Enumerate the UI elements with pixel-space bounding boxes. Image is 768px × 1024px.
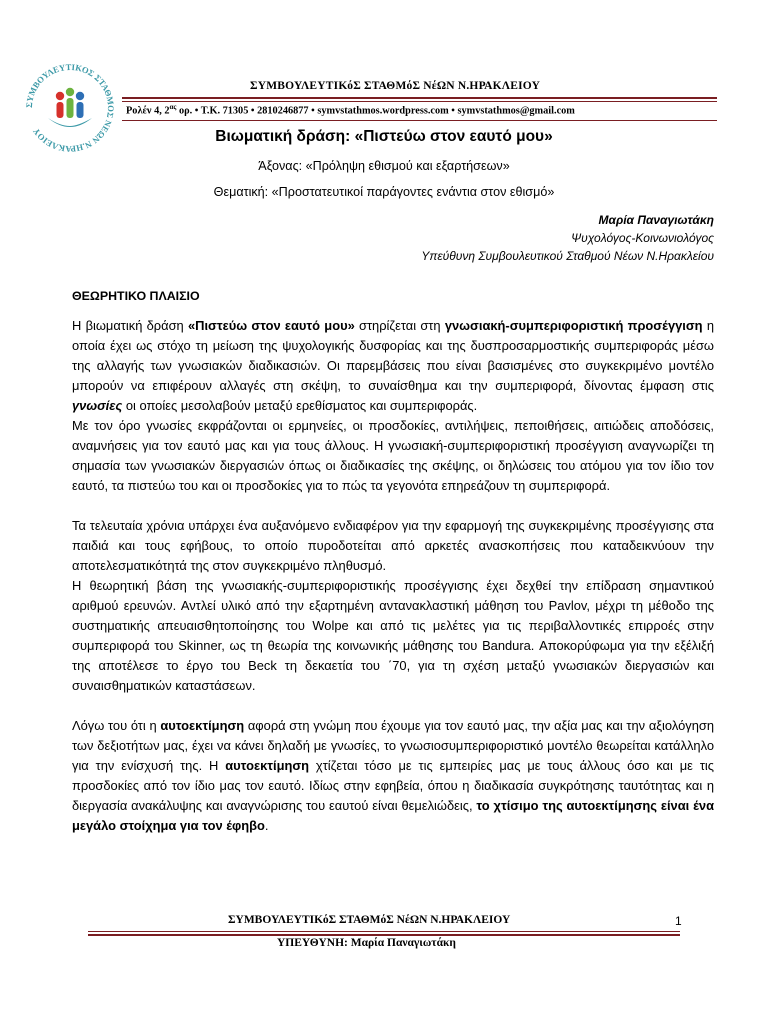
text-run: Λόγω του ότι η xyxy=(72,718,161,733)
header-bottom-rule xyxy=(122,120,717,121)
header-org-name: ΣΥΜΒΟΥΛΕΥΤΙΚόΣ ΣΤΑΘΜόΣ ΝέΩΝ Ν.ΗΡΑΚΛΕΙΟΥ xyxy=(250,80,541,92)
bold-run: γνωσιακή-συμπεριφοριστική προσέγγιση xyxy=(444,318,703,333)
text-run: στηρίζεται στη xyxy=(354,318,445,333)
author-name: Μαρία Παναγιωτάκη xyxy=(598,213,714,227)
bold-run: το χτίσιμο της αυτοεκτίμησης είναι ένα μεγάλο στοίχημα για τον έφηβο xyxy=(72,798,715,833)
main-content xyxy=(72,286,714,836)
footer-responsible: ΥΠΕΥΘΥΝΗ: Μαρία Παναγιωτάκη xyxy=(277,937,456,949)
header-contact-info xyxy=(126,103,575,116)
text-run: Η βιωματική δράση xyxy=(72,318,188,333)
text-run: οι οποίες μεσολαβούν μεταξύ ερεθίσματος και συμπεριφοράς. xyxy=(122,398,478,413)
text-run: η οποία έχει ως στόχο τη μείωση της ψυχολογικής δυσφορίας και της δυσπροσαρμοστικής συμπεριφοράς μέσω της αλλαγής των γνωσιακών διαδικασιών. Οι παρεμβάσεις που είναι βασισμένες στο συγκεκριμένο μοντέλο μπορούν να επιφέρουν αλλαγές στη σκέψη, το συναίσθημα και την συμπεριφορά, δίνοντας έμφαση στις xyxy=(72,318,714,393)
logo-figures-icon xyxy=(48,88,92,127)
page-number: 1 xyxy=(675,914,682,928)
document-title: Βιωματική δράση: «Πιστεύω στον εαυτό μου» xyxy=(215,128,553,145)
text-run: χτίζεται τόσο με τις εμπειρίες μας με τους άλλους όσο και με τις προσδοκίες από τον ίδιο μας τον εαυτό. Ιδίως στην εφηβεία, όπου η διαδικασία συγκρότησης ταυτότητας και η διεργασία ανακάλυψης και αναγνώρισης του εαυτού είναι θεμελιώδεις, xyxy=(72,758,714,813)
paragraph-4: Η θεωρητική βάση της γνωσιακής-συμπεριφοριστικής προσέγγισης έχει δεχθεί την επίδραση σημαντικού αριθμού ερευνών. Αντλεί υλικό από την εξαρτημένη αντανακλαστική μάθηση του Pavlov, μέχρι τη μέθοδο της συστηματικής απευαισθητοποίησης του Wolpe και από τις μελέτες για τις περιβαλλοντικές επιρροές στην συμπεριφορά του Skinner, ως τη θεωρία της κοινωνικής μάθησης του Bandura. Αποκορύφωμα για την εξέλιξή της αποτέλεσε το έργο του Beck τη δεκαετία του ΄70, για τη σχέση μεταξύ γνωσιακών διεργασιών και συναισθηματικών καταστάσεων. xyxy=(72,578,714,693)
paragraph-5 xyxy=(72,716,714,836)
text-run: αφορά στη γνώμη που έχουμε για τον εαυτό μας, την αξία μας και την αξιολόγηση των δεξιοτήτων μας, έχει να κάνει δηλαδή με γνωσίες, το γνωσιοσυμπεριφοριστικό μοντέλο θεωρείται κατάλληλο για την ενίσχυσή της. Η xyxy=(72,718,714,773)
paragraph-3: Τα τελευταία χρόνια υπάρχει ένα αυξανόμενο ενδιαφέρον για την εφαρμογή της συγκεκριμένης προσέγγισης στα παιδιά και τους εφήβους, το οποίο πυροδοτείται από αρκετές ανασκοπήσεις που καταδεικνύουν την αποτελεσματικότητά της στον συγκεκριμένο πληθυσμό. xyxy=(72,518,714,573)
header-divider-thick xyxy=(122,97,717,99)
document-topic: Θεματική: «Προστατευτικοί παράγοντες ενάντια στον εθισμό» xyxy=(213,185,555,199)
contact-details: ορ. • Τ.Κ. 71305 • 2810246877 • symvstathmos.wordpress.com • symvstathmos@gmail.com xyxy=(176,105,575,117)
logo-ring-text: ΣΥΜΒΟΥΛΕΥΤΙΚΟΣ ΣΤΑΘΜΟΣ ΝΕΩΝ Ν.ΗΡΑΚΛΕΙΟΥ xyxy=(23,61,117,155)
header-divider-thin xyxy=(122,101,717,102)
bold-run: αυτοεκτίμηση xyxy=(225,758,310,773)
footer-org-name: ΣΥΜΒΟΥΛΕΥΤΙΚόΣ ΣΤΑΘΜόΣ ΝέΩΝ Ν.ΗΡΑΚΛΕΙΟΥ xyxy=(228,914,511,926)
author-block xyxy=(421,211,714,265)
document-axis: Άξονας: «Πρόληψη εθισμού και εξαρτήσεων» xyxy=(258,159,510,173)
author-position: Υπεύθυνη Συμβουλευτικού Σταθμού Νέων Ν.Ηρακλείου xyxy=(421,249,714,263)
contact-address: Ρολέν 4, 2 xyxy=(126,105,170,117)
bold-italic-run: γνωσίες xyxy=(72,398,123,413)
paragraph-1 xyxy=(72,316,714,416)
footer-rule-thin xyxy=(88,931,680,932)
footer-rule-thick xyxy=(88,934,680,936)
bold-run: «Πιστεύω στον εαυτό μου» xyxy=(187,318,355,333)
author-role: Ψυχολόγος-Κοινωνιολόγος xyxy=(571,231,714,245)
bold-run: αυτοεκτίμηση xyxy=(160,718,245,733)
section-heading: ΘΕΩΡΗΤΙΚΟ ΠΛΑΙΣΙΟ xyxy=(72,289,200,303)
text-run: . xyxy=(264,818,269,833)
contact-floor-sup: ας xyxy=(169,103,177,111)
paragraph-2: Με τον όρο γνωσίες εκφράζονται οι ερμηνείες, οι προσδοκίες, αντιλήψεις, πεποιθήσεις, αιτιώδεις αποδόσεις, αναμνήσεις για τον εαυτό μας και για τους άλλους. Η γνωσιακή-συμπεριφοριστική προσέγγιση αναγνωρίζει τη σημασία των γνωσιακών διεργασιών όπως οι διαδικασίες της σκέψης, οι δηλώσεις του ατόμου για τον ίδιο τον εαυτό, τα πιστεύω του και οι προσδοκίες για το πώς τα γεγονότα επηρεάζουν τη συμπεριφορά. xyxy=(72,418,714,493)
